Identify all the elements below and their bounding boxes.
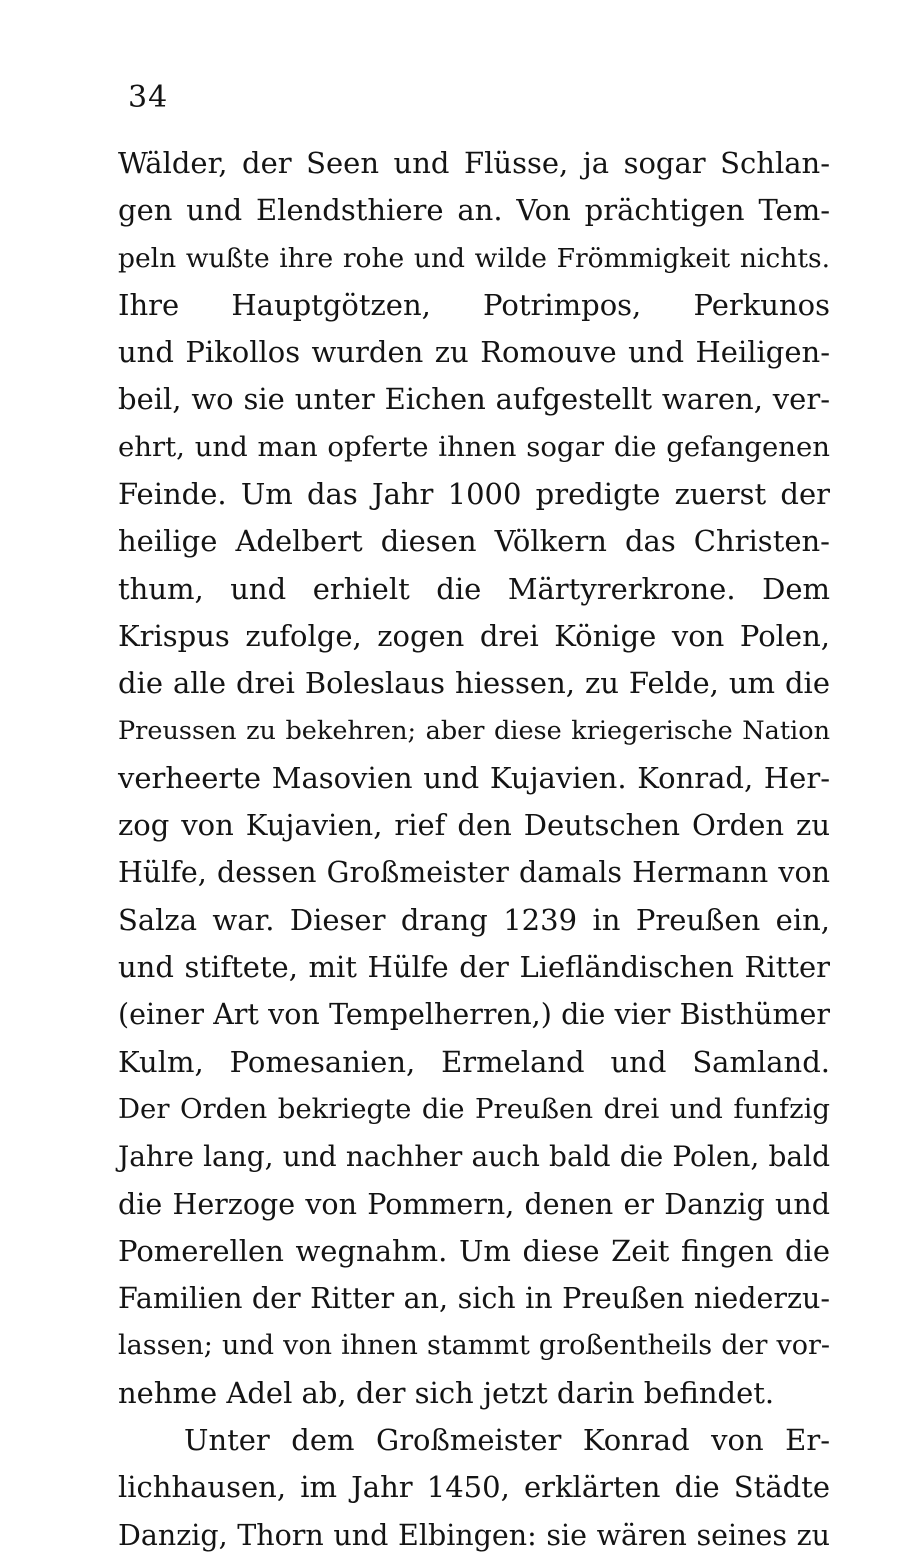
text-line: Salza war. Dieser drang 1239 in Preußen ein, [118,902,830,937]
text-line: Danzig, Thorn und Elbingen: sie wären seines zu [118,1518,830,1552]
text-line: Kulm, Pomesanien, Ermeland und Samland. [118,1044,830,1079]
paragraph-start-line: Unter dem Großmeister Konrad von Er- [184,1423,830,1458]
text-line: beil, wo sie unter Eichen aufgestellt waren, ver- [118,382,830,417]
text-line: ehrt, und man opferte ihnen sogar die gefangenen [118,430,830,463]
text-line: heilige Adelbert diesen Völkern das Christen- [118,524,830,559]
text-line: Preussen zu bekehren; aber diese kriegerische Nation [118,715,830,746]
text-line: und stiftete, mit Hülfe der Liefländischen Ritter [118,950,830,985]
text-line: die alle drei Boleslaus hiessen, zu Felde, um die [118,666,830,701]
text-line: lichhausen, im Jahr 1450, erklärten die Städte [118,1470,830,1505]
text-line: Jahre lang, und nachher auch bald die Polen, bald [118,1140,830,1174]
text-line: verheerte Masovien und Kujavien. Konrad, Her- [118,760,830,795]
text-line: Pomerellen wegnahm. Um diese Zeit fingen die [118,1233,830,1268]
text-line: Ihre Hauptgötzen, Potrimpos, Perkunos [118,287,830,322]
text-line: Familien der Ritter an, sich in Preußen niederzu- [118,1282,830,1316]
body-text [118,140,830,1559]
text-line: peln wußte ihre rohe und wilde Frömmigkeit nichts. [118,242,830,274]
text-line: thum, und erhielt die Märtyrerkrone. Dem [118,571,830,606]
text-line: Feinde. Um das Jahr 1000 predigte zuerst der [118,477,830,512]
text-line: Wälder, der Seen und Flüsse, ja sogar Schlan- [118,146,830,180]
text-line: lassen; und von ihnen stammt großentheils der vor- [118,1330,830,1362]
text-line: Krispus zufolge, zogen drei Könige von Polen, [118,618,830,653]
text-line: (einer Art von Tempelherren,) die vier Bisthümer [118,998,830,1032]
text-line: die Herzoge von Pommern, denen er Danzig und [118,1187,830,1221]
page-number: 34 [128,80,169,115]
text-line: und Pikollos wurden zu Romouve und Heiligen- [118,335,830,370]
text-line: zog von Kujavien, rief den Deutschen Orden zu [118,808,830,843]
text-line: Der Orden bekriegte die Preußen drei und funfzig [118,1092,830,1125]
paragraph-end-line: nehme Adel ab, der sich jetzt darin befindet. [118,1375,775,1410]
text-line: Hülfe, dessen Großmeister damals Hermann von [118,856,830,890]
text-line: gen und Elendsthiere an. Von prächtigen Tem- [118,193,830,228]
